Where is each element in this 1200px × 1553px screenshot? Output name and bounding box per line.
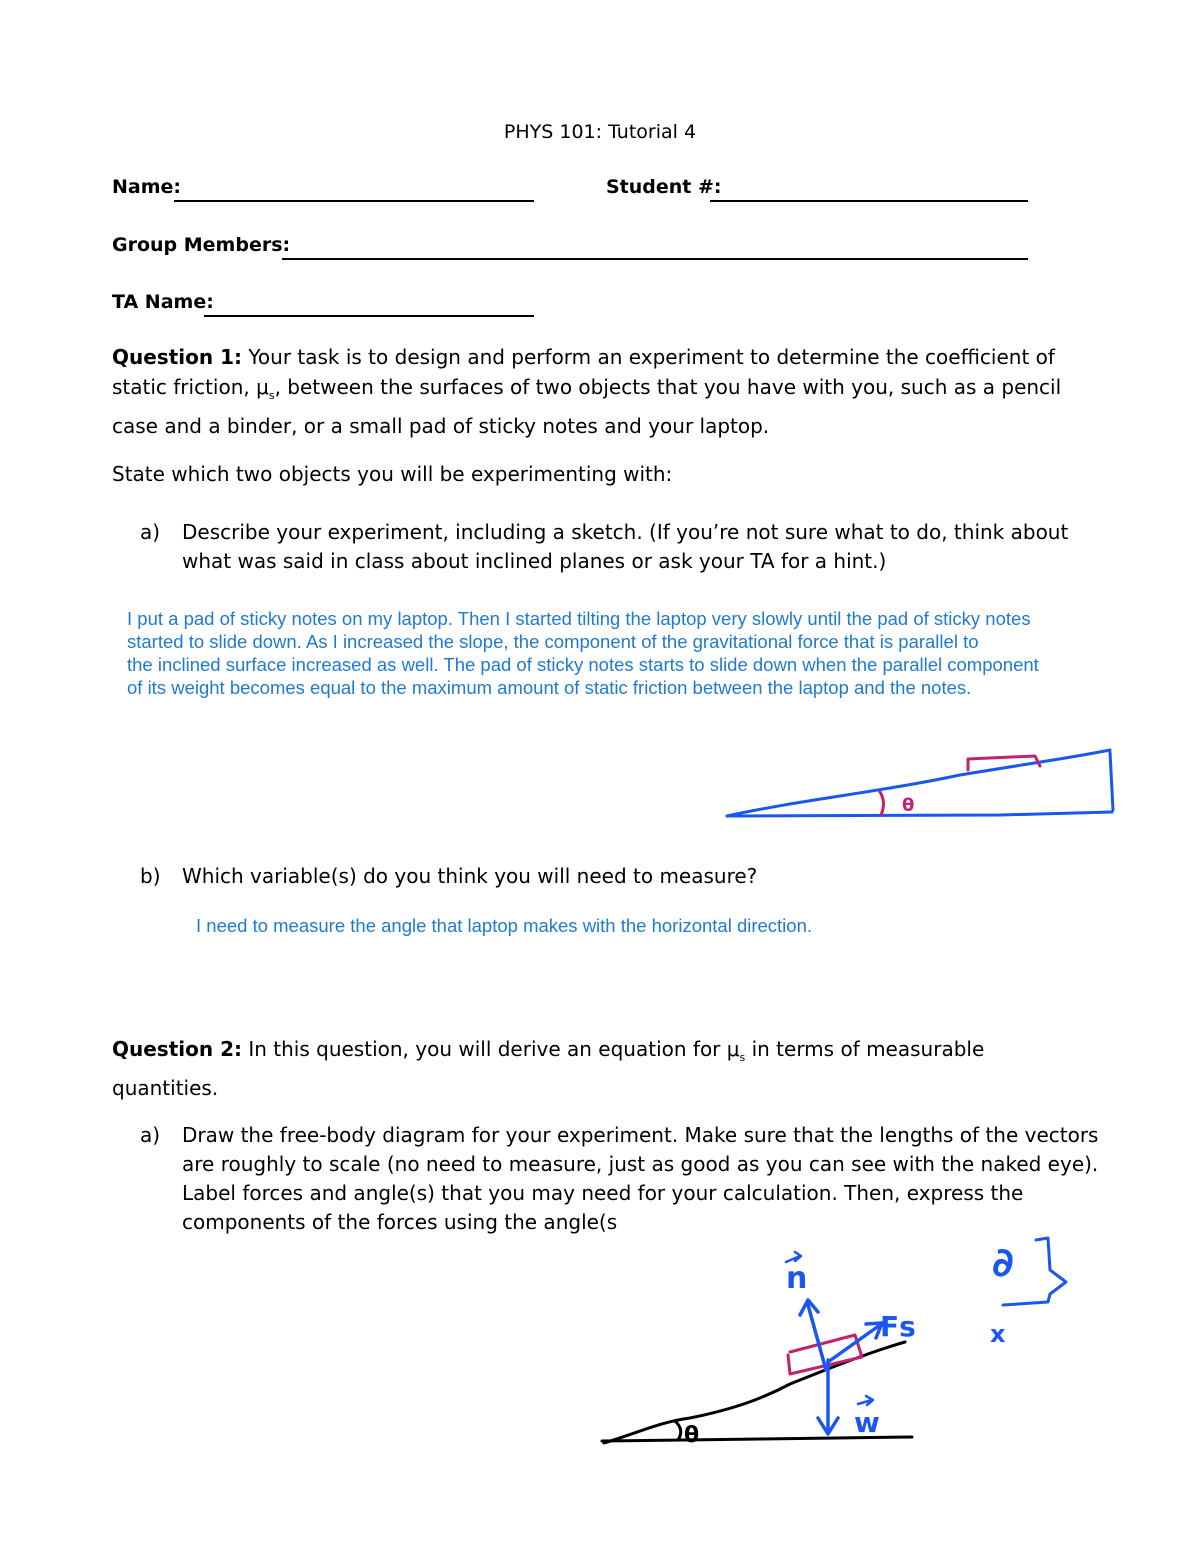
axis-bracket bbox=[1003, 1238, 1066, 1305]
question-2-text-post: in terms of measurable quantities. bbox=[112, 1037, 985, 1100]
question-1a-text: Describe your experiment, including a sketch. (If you’re not sure what to do, think about what was said in class about inclined planes or ask your TA for a hint.) bbox=[182, 520, 1069, 573]
student-number-field[interactable] bbox=[710, 180, 1028, 202]
page-title: PHYS 101: Tutorial 4 bbox=[503, 121, 697, 143]
friction-arrow bbox=[828, 1323, 882, 1362]
question-1-label: Question 1: bbox=[112, 345, 242, 369]
question-1a-marker: a) bbox=[140, 520, 161, 544]
answer-line: of its weight becomes equal to the maximum amount of static friction between the laptop and the notes. bbox=[127, 677, 972, 698]
answer-line: I put a pad of sticky notes on my laptop. Then I started tilting the laptop very slowly until the pad of sticky notes bbox=[127, 608, 1031, 629]
name-label: Name: bbox=[112, 176, 182, 198]
sketch-theta-label: θ bbox=[902, 795, 915, 816]
question-1a-answer[interactable] bbox=[127, 607, 1187, 699]
group-members-field[interactable] bbox=[282, 238, 1028, 260]
question-1b-marker: b) bbox=[140, 864, 161, 888]
fbd-angle-arc bbox=[676, 1422, 681, 1440]
normal-force-label: n bbox=[786, 1261, 808, 1296]
question-1-state-prompt: State which two objects you will be experimenting with: bbox=[112, 462, 673, 486]
question-2a-text: Draw the free-body diagram for your experiment. Make sure that the lengths of the vectors are roughly to scale (no need to measure, just as good as you can see with the naked eye). Label forces and angle(s) that you may need for your calculation. Then, express the components of the forces using the angle(s bbox=[182, 1123, 1099, 1234]
axis-x-label: x bbox=[990, 1320, 1006, 1348]
question-1b-text: Which variable(s) do you think you will need to measure? bbox=[182, 864, 758, 888]
question-1-text-post: , between the surfaces of two objects that you have with you, such as a pencil case and a binder, or a small pad of sticky notes and your laptop. bbox=[112, 375, 1062, 438]
mu-subscript: s bbox=[268, 389, 275, 402]
question-2 bbox=[112, 1034, 1072, 1103]
group-members-label: Group Members: bbox=[112, 234, 291, 256]
incline-vertical-line bbox=[1110, 752, 1113, 810]
question-2-text-pre: In this question, you will derive an equation for μ bbox=[241, 1037, 740, 1061]
question-1b-answer[interactable]: I need to measure the angle that laptop makes with the horizontal direction. bbox=[196, 915, 813, 936]
angle-arc bbox=[880, 792, 884, 815]
question-1 bbox=[112, 342, 1092, 441]
sticky-notes-pad bbox=[968, 756, 1040, 770]
weight-label: w bbox=[854, 1406, 880, 1439]
name-field[interactable] bbox=[174, 180, 534, 202]
question-1-text-pre: Your task is to design and perform an experiment to determine the coefficient of static friction, μ bbox=[112, 345, 1055, 399]
fbd-theta-label: θ bbox=[684, 1423, 700, 1448]
incline-surface-line bbox=[727, 750, 1110, 816]
ta-name-field[interactable] bbox=[204, 295, 534, 317]
friction-force-label: Fs bbox=[880, 1310, 916, 1343]
answer-line: the inclined surface increased as well. The pad of sticky notes starts to slide down when the parallel component bbox=[127, 654, 1039, 675]
weight-vector-mark bbox=[858, 1396, 873, 1405]
question-2a-marker: a) bbox=[140, 1123, 161, 1147]
fbd-block bbox=[788, 1335, 862, 1374]
fbd-incline-line bbox=[604, 1342, 905, 1443]
weight-arrow bbox=[818, 1360, 838, 1434]
axis-y-label: ∂ bbox=[992, 1240, 1014, 1286]
normal-force-arrow bbox=[800, 1300, 826, 1370]
mu-subscript: s bbox=[739, 1051, 746, 1064]
answer-line: started to slide down. As I increased the slope, the component of the gravitational force that is parallel to bbox=[127, 631, 979, 652]
question-2-label: Question 2: bbox=[112, 1037, 242, 1061]
normal-vector-mark bbox=[786, 1252, 801, 1262]
fbd-ground-line bbox=[602, 1437, 912, 1441]
incline-base-line bbox=[727, 812, 1112, 816]
student-number-label: Student #: bbox=[606, 176, 722, 198]
ta-name-label: TA Name: bbox=[112, 291, 214, 313]
